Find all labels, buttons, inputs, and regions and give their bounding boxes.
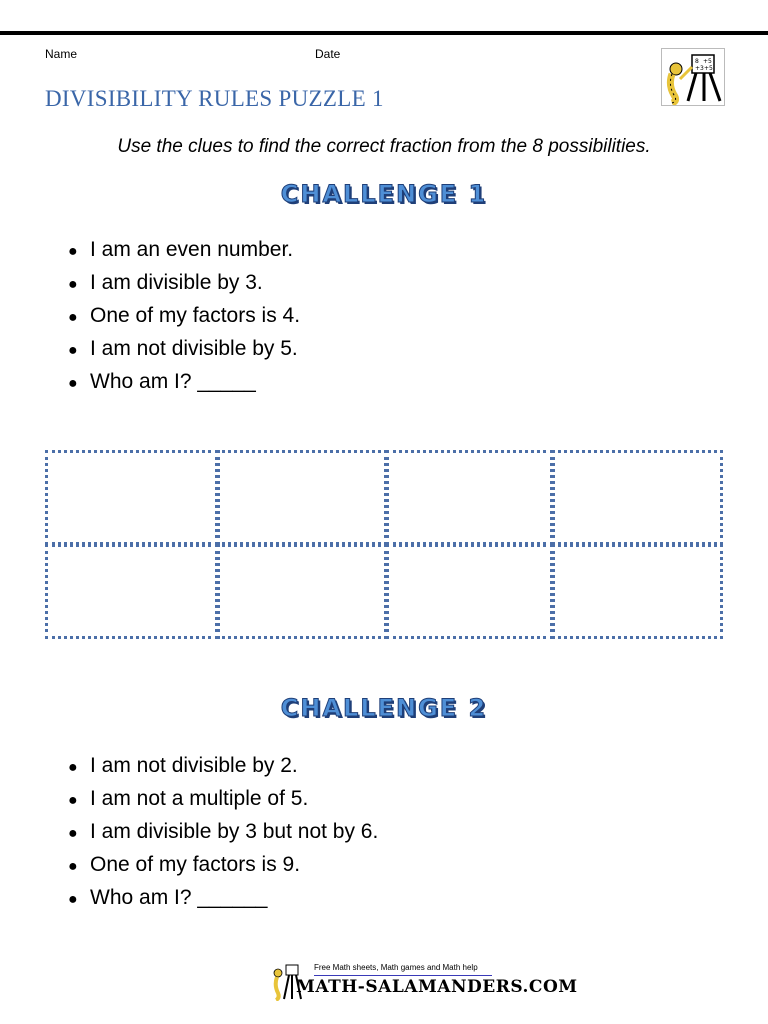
clue-item: ● One of my factors is 4.: [68, 299, 300, 332]
svg-text:+3: +3: [695, 65, 704, 72]
bullet-icon: ●: [68, 375, 78, 392]
possibilities-grid: [46, 451, 723, 639]
bullet-icon: ●: [68, 858, 78, 875]
bullet-icon: ●: [68, 309, 78, 326]
clue-item: ● One of my factors is 9.: [68, 848, 378, 881]
possibility-cell: [45, 544, 218, 639]
clue-item: ● Who am I? _____: [68, 365, 300, 398]
possibility-cell: [45, 450, 218, 545]
possibility-cell: [217, 544, 387, 639]
worksheet-title: DIVISIBILITY RULES PUZZLE 1: [45, 86, 384, 111]
clue-item: ● I am an even number.: [68, 233, 300, 266]
challenge-2-heading: CHALLENGE 2: [280, 694, 488, 722]
footer-divider: [314, 975, 492, 976]
svg-text:+5: +5: [703, 58, 712, 65]
bullet-icon: ●: [68, 825, 78, 842]
challenge-2-clues: [68, 749, 378, 914]
possibility-cell: [386, 450, 553, 545]
clue-item: ● I am divisible by 3.: [68, 266, 300, 299]
svg-text:+5: +5: [704, 65, 713, 72]
date-label: Date: [315, 47, 341, 61]
name-label: Name: [45, 47, 78, 61]
possibility-cell: [552, 544, 723, 639]
footer-tagline: Free Math sheets, Math games and Math help: [314, 963, 478, 972]
clue-item: ● I am not divisible by 5.: [68, 332, 300, 365]
clue-item: ● I am divisible by 3 but not by 6.: [68, 815, 378, 848]
salamander-logo-icon: [661, 48, 725, 106]
clue-item: ● I am not divisible by 2.: [68, 749, 378, 782]
site-footer: [272, 963, 578, 1003]
possibility-cell: [217, 450, 387, 545]
bullet-icon: ●: [68, 342, 78, 359]
bullet-icon: ●: [68, 891, 78, 908]
clue-item: ● I am not a multiple of 5.: [68, 782, 378, 815]
possibility-cell: [386, 544, 553, 639]
bullet-icon: ●: [68, 792, 78, 809]
top-rule: [0, 31, 768, 35]
bullet-icon: ●: [68, 759, 78, 776]
bullet-icon: ●: [68, 276, 78, 293]
bullet-icon: ●: [68, 243, 78, 260]
instructions: Use the clues to find the correct fraction from the 8 possibilities.: [117, 136, 651, 157]
footer-brand: MATH-SALAMANDERS.COM: [296, 977, 578, 997]
svg-text:8: 8: [695, 58, 699, 65]
challenge-1-clues: [68, 233, 300, 398]
challenge-1-heading: CHALLENGE 1: [280, 180, 488, 208]
possibility-cell: [552, 450, 723, 545]
clue-item: ● Who am I? ______: [68, 881, 378, 914]
